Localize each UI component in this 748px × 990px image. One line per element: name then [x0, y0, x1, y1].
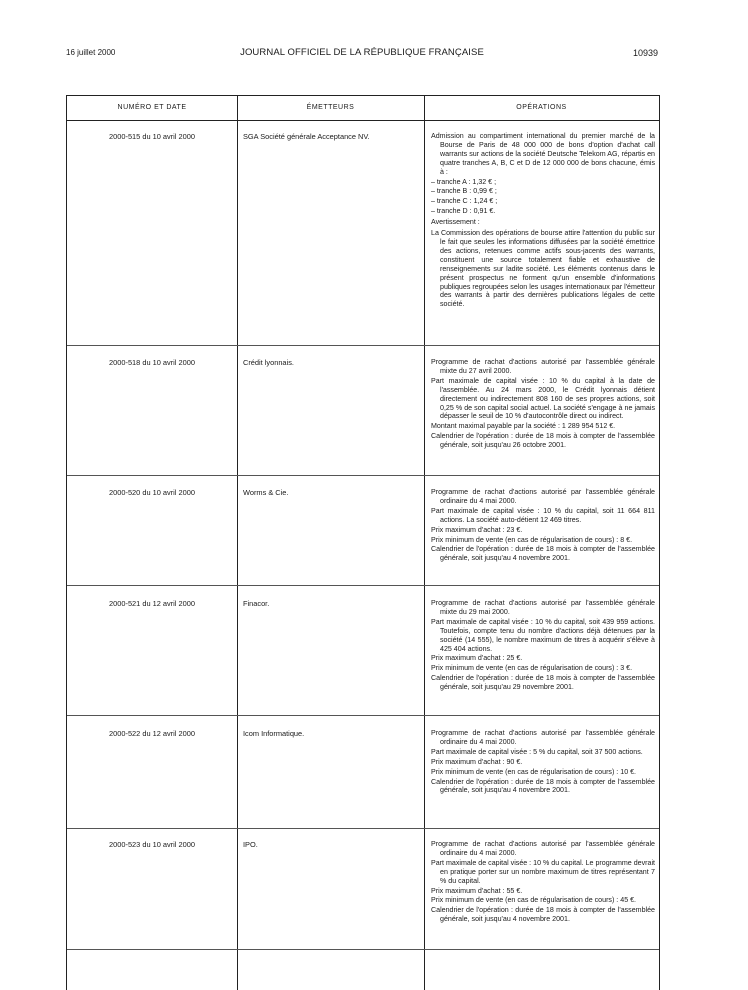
operation-paragraph: – tranche A : 1,32 € ; — [431, 177, 497, 186]
operation-paragraph: Calendrier de l'opération : durée de 18 mois à compter de l'assemblée générale, soit jusqu'au 26 octobre 2001. — [431, 432, 655, 450]
header-operations: OPÉRATIONS — [516, 104, 567, 111]
operation-paragraph: Part maximale de capital visée : 10 % du capital. Le programme devrait en pratique porter sur un nombre maximum de titres représentant 7 % du capital. — [431, 858, 655, 885]
row-number-date: 2000-515 du 10 avril 2000 — [109, 132, 195, 141]
operation-paragraph: Prix minimum de vente (en cas de régularisation de cours) : 45 €. — [431, 896, 637, 905]
row-number-date: 2000-521 du 12 avril 2000 — [109, 599, 195, 608]
operation-paragraph: Calendrier de l'opération : durée de 18 mois à compter de l'assemblée générale, soit jusqu'au 4 novembre 2001. — [431, 545, 655, 563]
header-emetteurs: ÉMETTEURS — [306, 104, 355, 111]
operation-paragraph: Programme de rachat d'actions autorisé par l'assemblée générale ordinaire du 4 mai 2000. — [431, 840, 655, 857]
table-top-rule — [67, 95, 659, 96]
row-issuer: IPO. — [243, 840, 258, 849]
operation-paragraph: Prix maximum d'achat : 23 €. — [431, 525, 523, 534]
row-operations — [431, 132, 655, 310]
operation-paragraph: Calendrier de l'opération : durée de 18 mois à compter de l'assemblée générale, soit jusqu'au 29 novembre 2001. — [431, 674, 655, 692]
row-rule — [67, 585, 659, 586]
operation-paragraph: Prix maximum d'achat : 55 €. — [431, 886, 523, 895]
row-issuer: Finacor. — [243, 599, 270, 608]
row-number-date: 2000-523 du 10 avril 2000 — [109, 840, 195, 849]
operations-table — [66, 95, 660, 990]
operation-paragraph: – tranche C : 1,24 € ; — [431, 197, 498, 206]
operation-paragraph: Programme de rachat d'actions autorisé par l'assemblée générale mixte du 27 avril 2000. — [431, 358, 655, 375]
operation-paragraph: Programme de rachat d'actions autorisé par l'assemblée générale ordinaire du 4 mai 2000. — [431, 729, 655, 746]
row-issuer: Worms & Cie. — [243, 488, 289, 497]
row-issuer: Icom Informatique. — [243, 729, 305, 738]
operation-paragraph: Part maximale de capital visée : 5 % du capital, soit 37 500 actions. — [431, 747, 643, 756]
issue-date: 16 juillet 2000 — [66, 48, 116, 57]
running-head — [66, 46, 658, 60]
column-divider — [237, 95, 238, 990]
operation-paragraph: Prix minimum de vente (en cas de régularisation de cours) : 10 €. — [431, 767, 637, 776]
operation-paragraph: Avertissement : — [431, 218, 480, 227]
operation-paragraph: Part maximale de capital visée : 10 % du capital, soit 11 664 811 actions. La société auto-détient 12 469 titres. — [431, 506, 655, 524]
operation-paragraph: Prix maximum d'achat : 90 €. — [431, 757, 523, 766]
row-rule — [67, 949, 659, 950]
operation-paragraph: Programme de rachat d'actions autorisé par l'assemblée générale mixte du 29 mai 2000. — [431, 599, 655, 616]
operation-paragraph: Prix minimum de vente (en cas de régularisation de cours) : 3 €. — [431, 664, 633, 673]
operation-paragraph: Part maximale de capital visée : 10 % du capital, soit 439 959 actions. Toutefois, compte tenu du nombre d'actions déjà détenues par la société (14 555), le nombre maximum de titres à acquérir s'élève à 425 404 actions. — [431, 617, 655, 653]
row-operations — [431, 599, 655, 693]
page-number: 10939 — [632, 48, 658, 58]
row-rule — [67, 828, 659, 829]
row-operations — [431, 358, 655, 451]
header-numero: NUMÉRO ET DATE — [117, 104, 187, 111]
row-issuer: Crédit lyonnais. — [243, 358, 294, 367]
operation-paragraph: – tranche D : 0,91 €. — [431, 207, 496, 216]
operation-paragraph: Admission au compartiment international du premier marché de la Bourse de Paris de 48 000 000 de bons d'option d'achat call warrants sur actions de la société Deutsche Telekom AG, répartis en quatre tranches A, B, C et D de 12 000 000 de bons chacune, émis à : — [431, 132, 655, 176]
operation-paragraph: Prix maximum d'achat : 25 €. — [431, 654, 523, 663]
row-number-date: 2000-522 du 12 avril 2000 — [109, 729, 195, 738]
row-number-date: 2000-518 du 10 avril 2000 — [109, 358, 195, 367]
row-number-date: 2000-520 du 10 avril 2000 — [109, 488, 195, 497]
row-rule — [67, 345, 659, 346]
row-rule — [67, 715, 659, 716]
operation-paragraph: Part maximale de capital visée : 10 % du capital à la date de l'assemblée. Au 24 mars 2000, le Crédit lyonnais détient directement ou indirectement 808 160 de ses propres actions, soit 0,25 % de son capital social actuel. La société s'engage à ne jamais dépasser le seuil de 10 % d'autocontrôle direct ou indirect. — [431, 376, 655, 421]
operation-paragraph: Calendrier de l'opération : durée de 18 mois à compter de l'assemblée générale, soit jusqu'au 4 novembre 2001. — [431, 777, 655, 795]
row-issuer: SGA Société générale Acceptance NV. — [243, 132, 370, 141]
journal-title: JOURNAL OFFICIEL DE LA RÉPUBLIQUE FRANÇAISE — [240, 47, 484, 58]
row-operations — [431, 840, 655, 925]
row-rule — [67, 475, 659, 476]
operation-paragraph: – tranche B : 0,99 € ; — [431, 187, 497, 196]
header-rule — [67, 120, 659, 121]
operation-paragraph: Calendrier de l'opération : durée de 18 mois à compter de l'assemblée générale, soit jusqu'au 4 novembre 2001. — [431, 906, 655, 924]
operation-paragraph: Prix minimum de vente (en cas de régularisation de cours) : 8 €. — [431, 535, 633, 544]
column-divider — [424, 95, 425, 990]
operation-paragraph: Montant maximal payable par la société : 1 289 954 512 €. — [431, 422, 616, 431]
row-operations — [431, 729, 655, 796]
operation-paragraph: Programme de rachat d'actions autorisé par l'assemblée générale ordinaire du 4 mai 2000. — [431, 488, 655, 505]
row-operations — [431, 488, 655, 564]
operation-paragraph: La Commission des opérations de bourse attire l'attention du public sur le fait que seules les informations diffusées par la société émettrice des actions, retenues comme actifs sous-jacents des warrants, constituent une source totalement fiable et exhaustive de renseignements sur ladite société. Les éléments contenus dans le présent prospectus ne forment qu'un ensemble d'informations publiques regroupées selon les usages internationaux par l'émetteur des warrants à partir des dernières publications légales de cette société. — [431, 229, 655, 309]
